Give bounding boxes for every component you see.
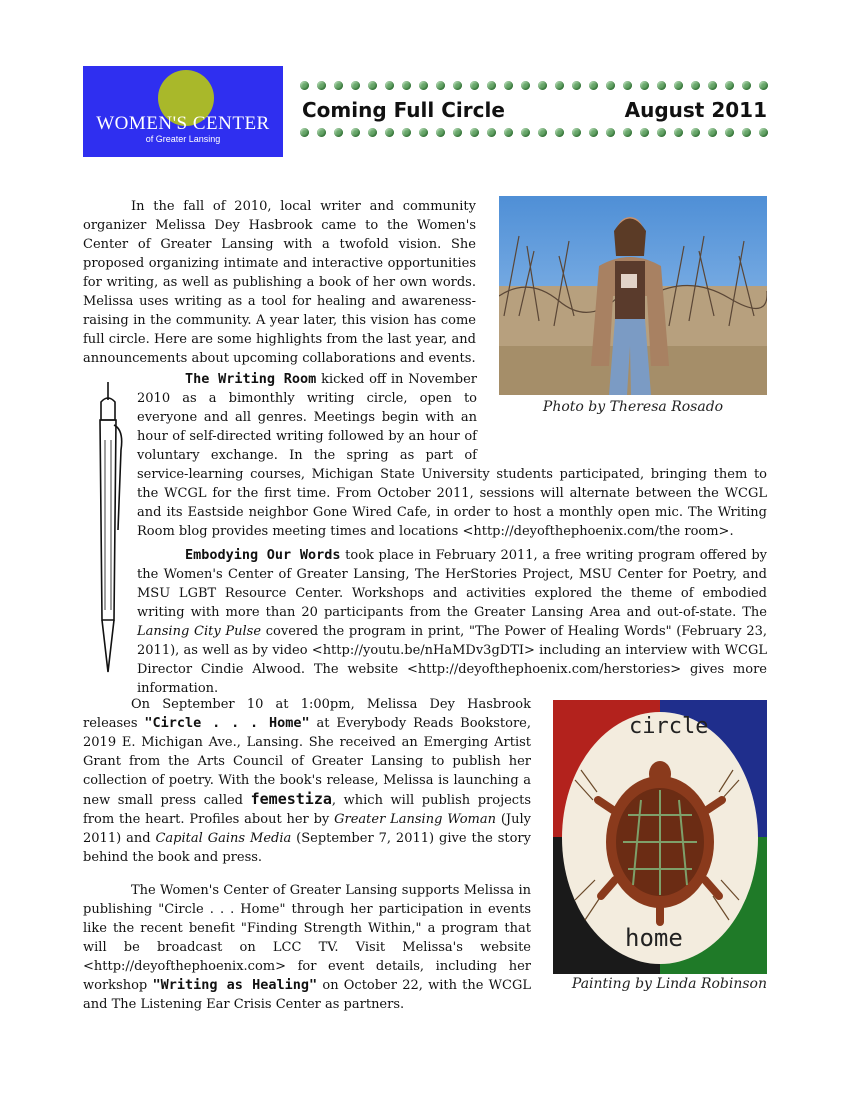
border-dot [385, 128, 394, 137]
border-dot [691, 128, 700, 137]
logo-subtitle: of Greater Lansing [145, 134, 221, 144]
writing-room-body: kicked off in November 2010 as a bimonthly writing circle, open to everyone and all genres. Meetings begin with an hour of self-directed writing followed by an hour of voluntary exchange. In the spring as part of service-learning courses, Michigan State University students participated, bringing them to the WCGL for the first time. From October 2011, sessions will alternate between the WCGL and its Eastside neighbor Gone Wired Cafe, in order to host a monthly open mic. The Writing Room blog provides meeting times and locations <http://deyofthephoenix.com/the room>. [137, 372, 767, 539]
border-dot [504, 128, 513, 137]
embodying-body-2: covered the program in print, "The Power of Healing Words" (February 23, 2011), as well as by video <http://youtu.be/nHaMDv3gDTI> including an interview with WCGL Director Cindie Alwood. The website <http://deyofthephoenix.com/herstories> gives more information. [137, 624, 768, 696]
border-dot [470, 128, 479, 137]
border-dot [555, 128, 564, 137]
border-dot [436, 81, 445, 90]
border-dot [487, 128, 496, 137]
painting-caption: Painting by Linda Robinson [571, 976, 767, 992]
border-dot [708, 128, 717, 137]
border-dot [657, 128, 666, 137]
intro-paragraph [83, 197, 476, 368]
border-dot [572, 81, 581, 90]
border-dot [538, 81, 547, 90]
border-dot [521, 128, 530, 137]
border-dot [436, 128, 445, 137]
border-dot [657, 81, 666, 90]
border-dot [674, 128, 683, 137]
painting-circle-home [553, 700, 767, 974]
border-dot [555, 81, 564, 90]
border-dot [589, 128, 598, 137]
newsletter-title: Coming Full Circle [302, 98, 505, 122]
border-dot [589, 81, 598, 90]
writing-room-title: The Writing Room [185, 371, 317, 387]
photo-caption: Photo by Theresa Rosado [542, 399, 724, 415]
lansing-city-pulse: Lansing City Pulse [137, 624, 262, 639]
border-dot [419, 128, 428, 137]
book-text-4: (July 2011) and [83, 812, 531, 846]
border-dot [317, 81, 326, 90]
dot-border-top [300, 81, 768, 91]
intro-text: In the fall of 2010, local writer and community organizer Melissa Dey Hasbrook came to the Women's Center of Greater Lansing with a twofold vision. She proposed organizing intimate and interactive opportunities for writing, as well as publishing a book of her own words. Melissa uses writing as a tool for healing and awareness-raising in the community. A year later, this vision has come full circle. Here are some highlights from the last year, and announcements about upcoming collaborations and events. [83, 199, 476, 366]
border-dot [725, 128, 734, 137]
border-dot [572, 128, 581, 137]
border-dot [453, 81, 462, 90]
book-text-5: (September 7, 2011) give the story behind the book and press. [83, 831, 531, 865]
border-dot [300, 128, 309, 137]
border-dot [470, 81, 479, 90]
photo-melissa [499, 196, 767, 395]
border-dot [504, 81, 513, 90]
border-dot [742, 81, 751, 90]
border-dot [606, 128, 615, 137]
embodying-body-1: took place in February 2011, a free writing program offered by the Women's Center of Greater Lansing, The HerStories Project, MSU Center for Poetry, and MSU LGBT Resource Center. Workshops and activities explored the theme of embodied writing with more than 20 participants from the Greater Lansing Area and out-of-state. The [137, 548, 767, 620]
border-dot [351, 128, 360, 137]
writing-room-section [137, 370, 767, 540]
press-name: femestiza [250, 790, 332, 808]
logo-title: WOMEN'S CENTER [96, 113, 270, 134]
embodying-title: Embodying Our Words [185, 547, 341, 563]
border-dot [300, 81, 309, 90]
book-text-1: On September 10 at 1:00pm, Melissa Dey Hasbrook releases [83, 697, 531, 731]
border-dot [623, 81, 632, 90]
border-dot [725, 81, 734, 90]
border-dot [759, 81, 768, 90]
publication-1: Greater Lansing Woman [334, 812, 496, 827]
border-dot [538, 128, 547, 137]
border-dot [487, 81, 496, 90]
newsletter-date: August 2011 [624, 98, 767, 122]
painting-word-circle: circle [629, 714, 709, 739]
workshop-title: "Writing as Healing" [152, 977, 318, 993]
border-dot [691, 81, 700, 90]
painting-word-home: home [625, 924, 683, 952]
border-dot [606, 81, 615, 90]
border-dot [402, 81, 411, 90]
publication-2: Capital Gains Media [155, 831, 292, 846]
border-dot [368, 81, 377, 90]
border-dot [351, 81, 360, 90]
border-dot [759, 128, 768, 137]
book-release-paragraph [83, 695, 531, 867]
border-dot [623, 128, 632, 137]
border-dot [521, 81, 530, 90]
book-text-2: at Everybody Reads Bookstore, 2019 E. Michigan Ave., Lansing. She received an Emerging Artist Grant from the Arts Council of Greater Lansing to publish her collection of poetry. With the book's release, Melissa is launching a new small press called [83, 716, 531, 808]
border-dot [334, 81, 343, 90]
border-dot [334, 128, 343, 137]
support-text-2: on October 22, with the WCGL and The Listening Ear Crisis Center as partners. [83, 978, 531, 1012]
dot-border-bottom [300, 128, 768, 138]
book-text-3: , which will publish projects from the heart. Profiles about her by [83, 793, 531, 827]
border-dot [385, 81, 394, 90]
embodying-section [137, 546, 767, 698]
border-dot [317, 128, 326, 137]
support-text-1: The Women's Center of Greater Lansing supports Melissa in publishing "Circle . . . Home" through her participation in events like the recent benefit "Finding Strength Within," a program that will be broadcast on LCC TV. Visit Melissa's website <http://deyofthephoenix.com> for event details, including her workshop [83, 883, 531, 993]
book-title: "Circle . . . Home" [144, 715, 310, 731]
border-dot [640, 128, 649, 137]
support-paragraph [83, 881, 531, 1014]
pen-icon [88, 380, 128, 680]
border-dot [640, 81, 649, 90]
border-dot [453, 128, 462, 137]
border-dot [674, 81, 683, 90]
border-dot [402, 128, 411, 137]
womens-center-logo [83, 66, 283, 157]
border-dot [742, 128, 751, 137]
border-dot [708, 81, 717, 90]
border-dot [368, 128, 377, 137]
border-dot [419, 81, 428, 90]
